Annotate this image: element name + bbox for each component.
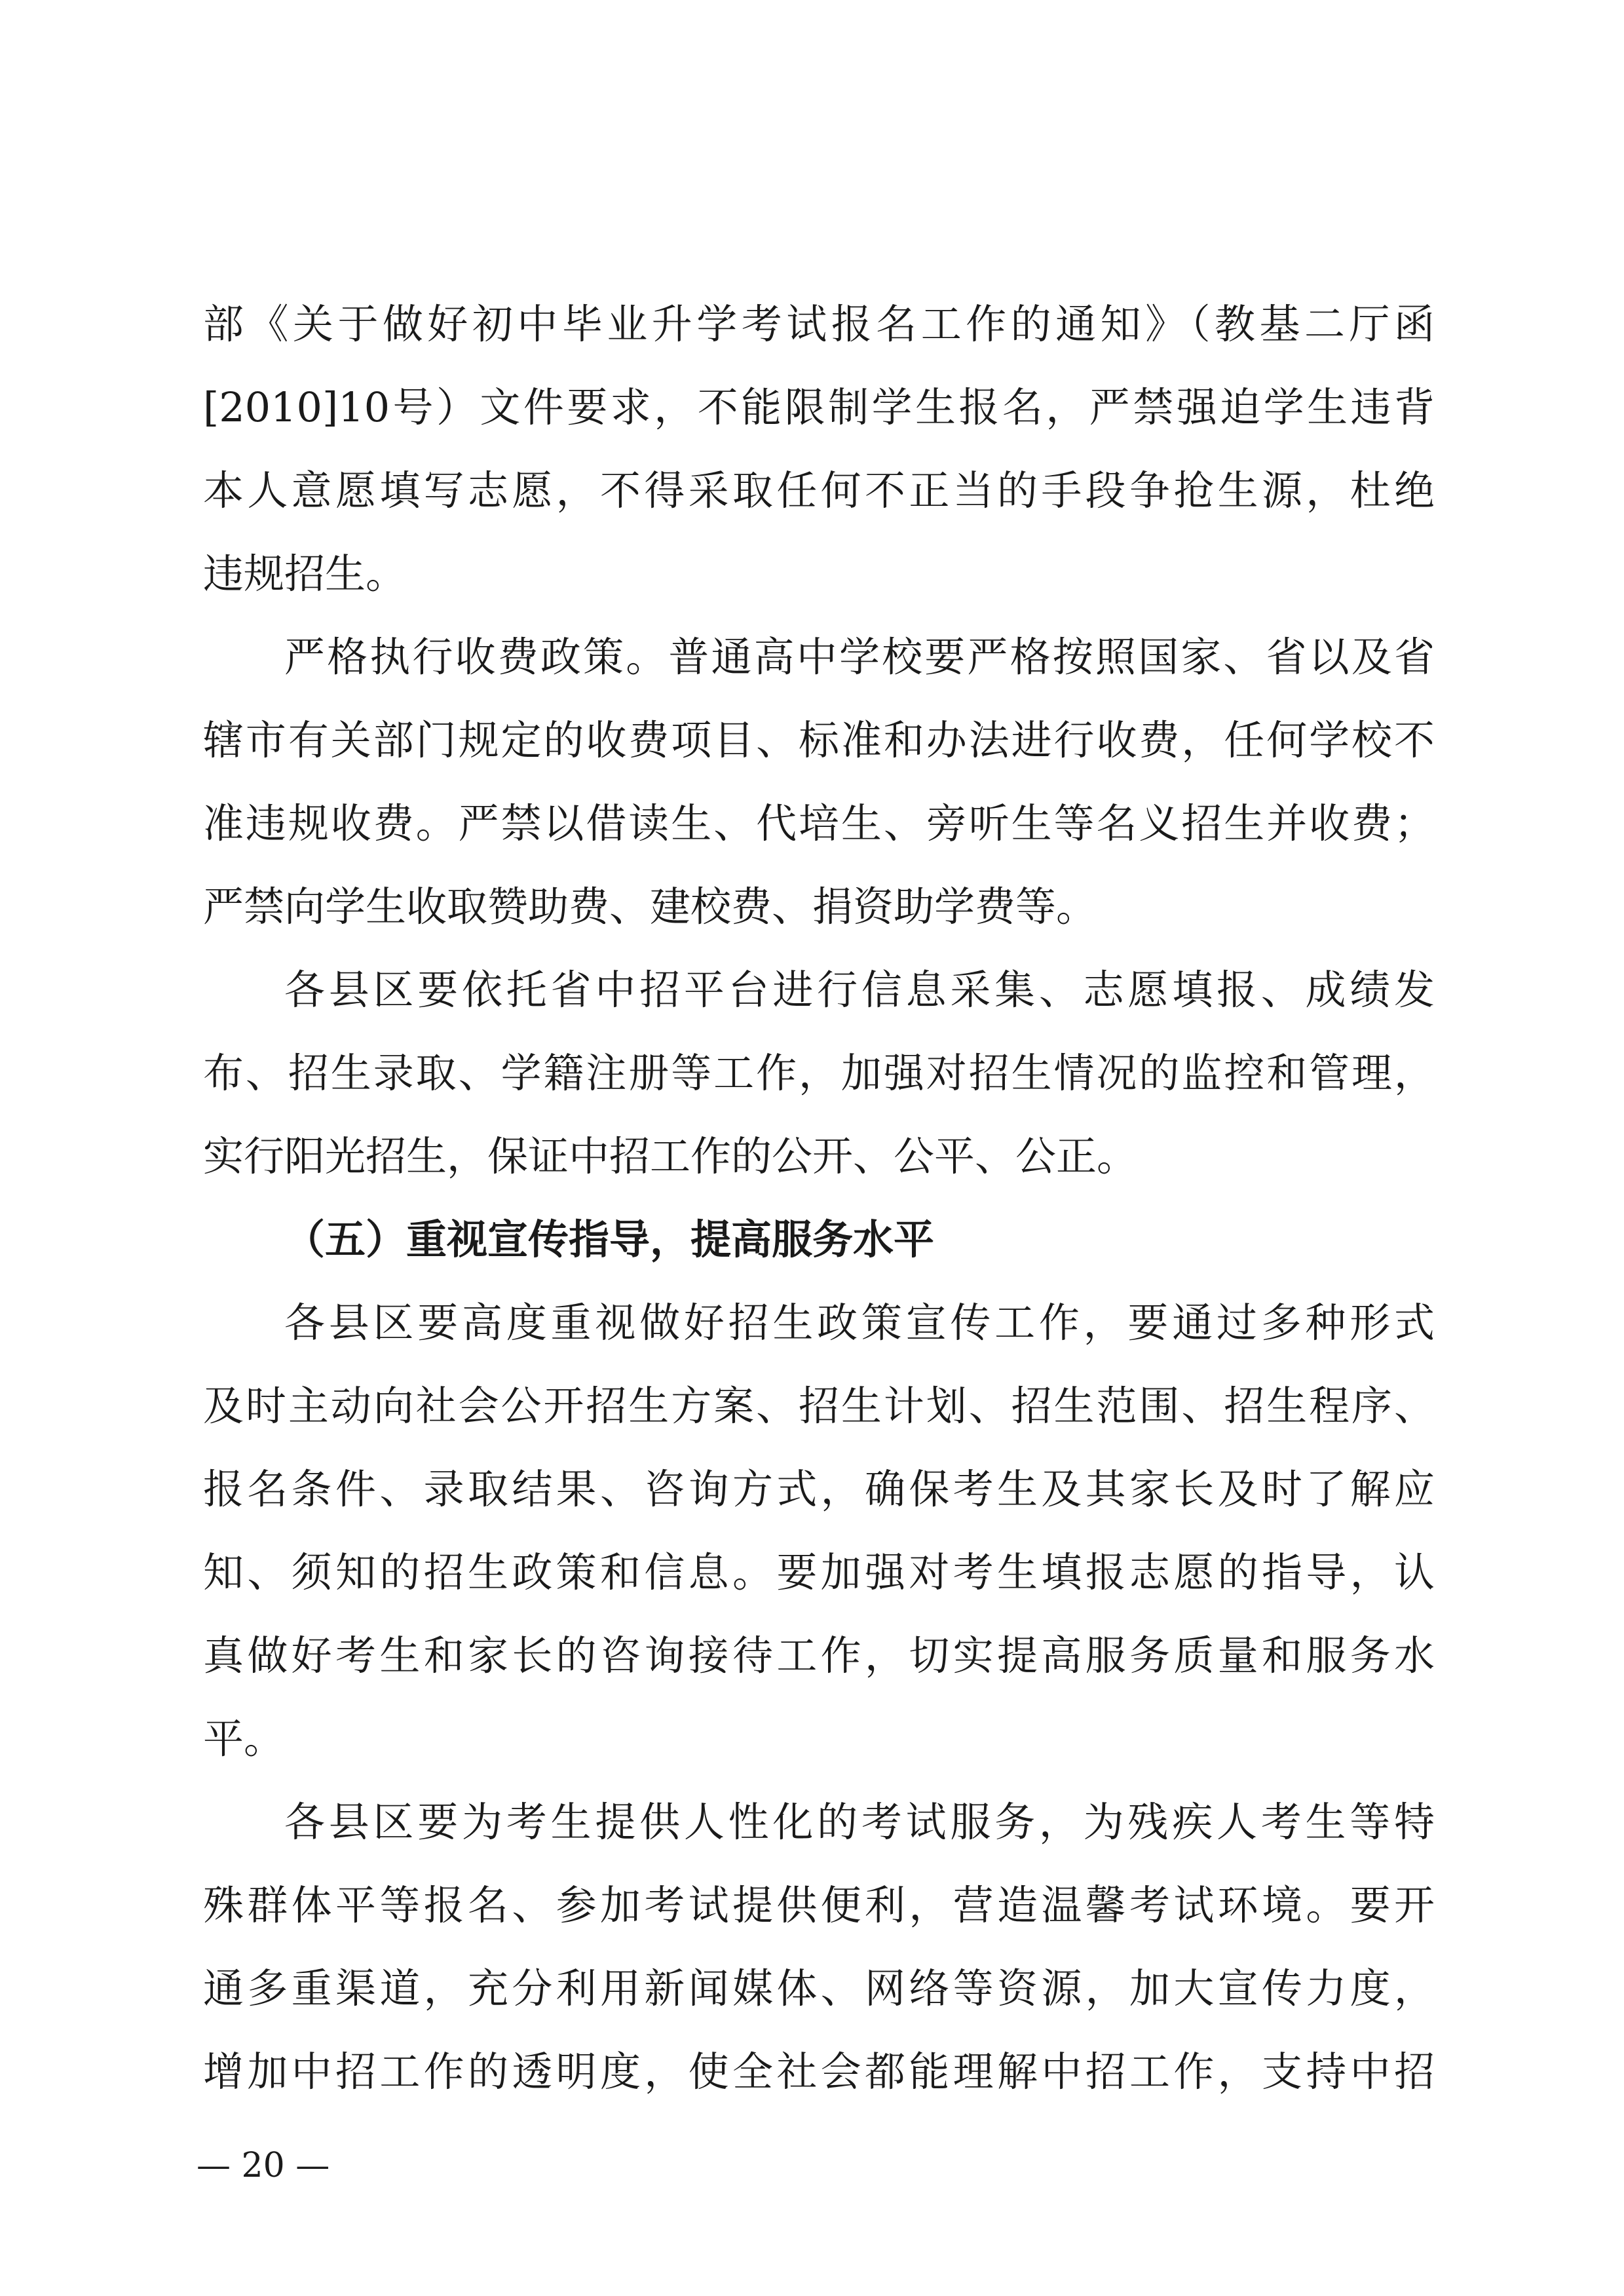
paragraph-start-line: 严格执行收费政策。普通高中学校要严格按照国家、省以及省 [284,633,1435,681]
body-text-line: 增加中招工作的透明度，使全社会都能理解中招工作，支持中招 [203,2048,1435,2095]
section-heading: （五）重视宣传指导，提高服务水平 [284,1215,935,1263]
paragraph-start-line: 各县区要为考生提供人性化的考试服务，为残疾人考生等特 [284,1798,1435,1846]
body-text-line: 及时主动向社会公开招生方案、招生计划、招生范围、招生程序、 [203,1382,1435,1430]
body-text-line: 平。 [203,1715,285,1763]
body-text-line: 部《关于做好初中毕业升学考试报名工作的通知》（教基二厅函 [203,300,1435,348]
body-text-line: 准违规收费。严禁以借读生、代培生、旁听生等名义招生并收费； [203,799,1435,847]
page-number: — 20 — [197,2146,330,2185]
body-text-line: 实行阳光招生，保证中招工作的公开、公平、公正。 [203,1132,1138,1180]
body-text-line: 布、招生录取、学籍注册等工作，加强对招生情况的监控和管理， [203,1049,1435,1097]
body-text-line: 严禁向学生收取赞助费、建校费、捐资助学费等。 [203,883,1097,930]
body-text-line: 本人意愿填写志愿，不得采取任何不正当的手段争抢生源，杜绝 [203,467,1435,514]
body-text-line: [2010]10号）文件要求，不能限制学生报名，严禁强迫学生违背 [203,383,1435,431]
body-text-line: 通多重渠道，充分利用新闻媒体、网络等资源，加大宣传力度， [203,1964,1435,2012]
body-text-line: 违规招生。 [203,550,407,598]
body-text-line: 报名条件、录取结果、咨询方式，确保考生及其家长及时了解应 [203,1465,1435,1513]
paragraph-start-line: 各县区要依托省中招平台进行信息采集、志愿填报、成绩发 [284,966,1435,1014]
paragraph-start-line: 各县区要高度重视做好招生政策宣传工作，要通过多种形式 [284,1299,1435,1347]
body-text-line: 真做好考生和家长的咨询接待工作，切实提高服务质量和服务水 [203,1632,1435,1679]
body-text-line: 知、须知的招生政策和信息。要加强对考生填报志愿的指导，认 [203,1548,1435,1596]
body-text-line: 辖市有关部门规定的收费项目、标准和办法进行收费，任何学校不 [203,716,1435,764]
body-text-line: 殊群体平等报名、参加考试提供便利，营造温馨考试环境。要开 [203,1881,1435,1929]
